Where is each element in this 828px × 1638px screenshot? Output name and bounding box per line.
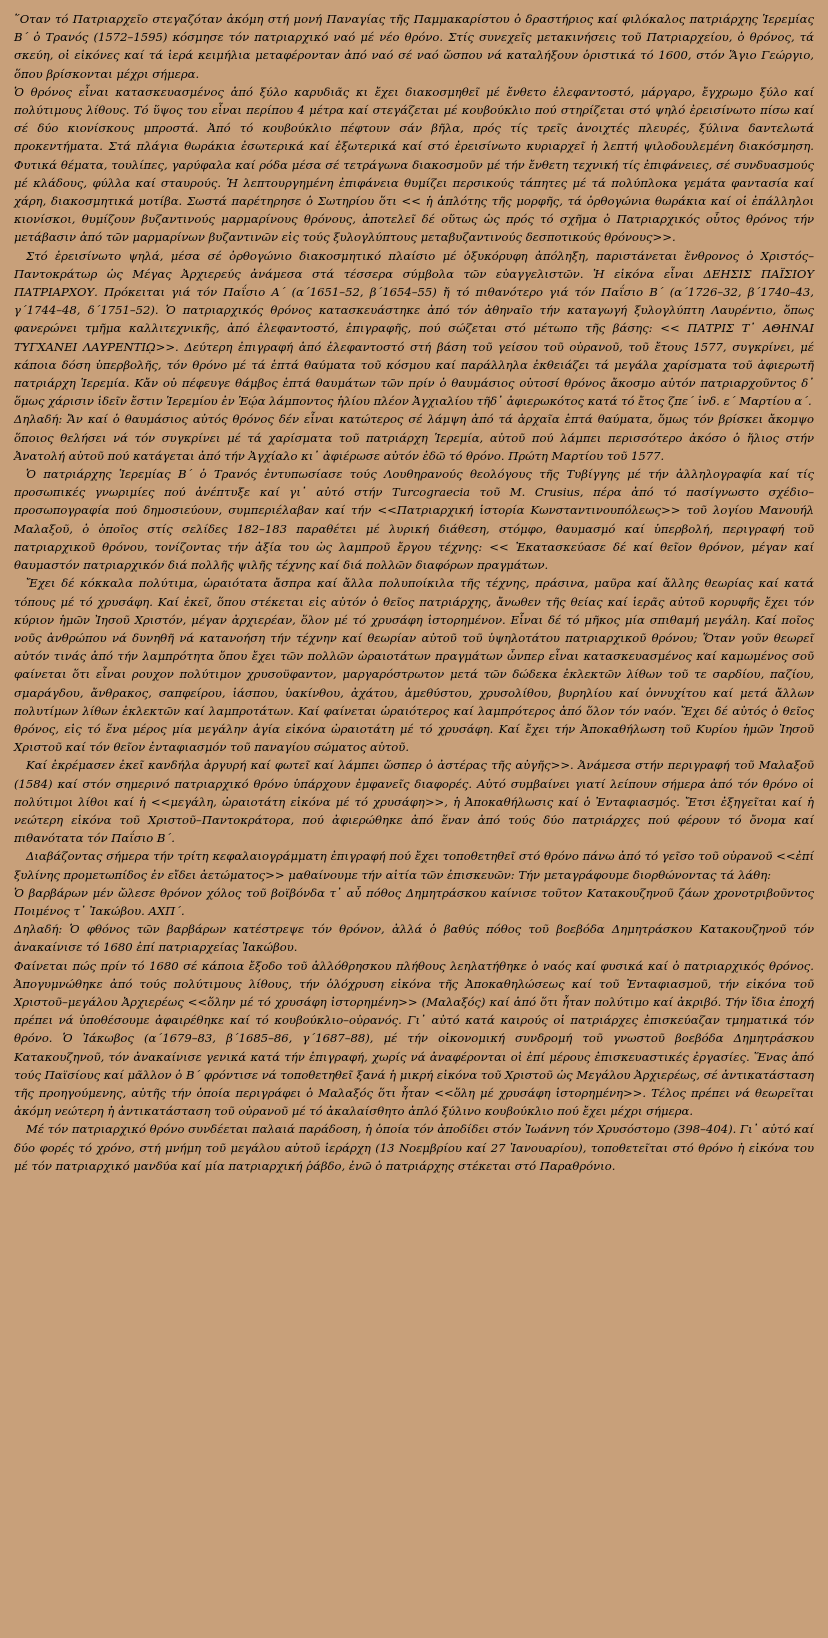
paragraph-8: Διαβάζοντας σήμερα τήν τρίτη κεφαλαιογράμματη ἐπιγραφή πού ἔχει τοποθετηθεῖ στό θρόνο πάνω ἀπό τό γεῖσο τοῦ οὐρανοῦ <<ἐπί ξυλίνης προμετωπίδος ἐν εἴδει ἀετώματος>> μαθαίνουμε τήν αἰτία τῶν ἐπισκευῶν: Τήν μεταγράφουμε διορθώνοντας τά λάθη: <box>14 849 814 882</box>
paragraph-11: Φαίνεται πώς πρίν τό 1680 σέ κάποια ἔξοδο τοῦ ἀλλόθρησκου πλήθους λεηλατήθηκε ὁ ναός καί φυσικά καί ὁ πατριαρχικός θρόνος. Ἀπογυμνώθηκε ἀπό τούς πολύτιμους λίθους, τήν ὁλόχρυση εἰκόνα τῆς Ἀποκαθηλώσεως καί τοῦ Ἐνταφιασμοῦ, τήν εἰκόνα τοῦ Χριστοῦ–μεγάλου Ἀρχιερέως <<ὅλην μέ τό χρυσάφη ἱστορημένη>> (Μαλαξός) καί ἀπό ὅτι ἦταν πολύτιμο καί ἀκριβό. Τήν ἴδια ἐποχή πρέπει νά ὑποθέσουμε ἀφαιρέθηκε καί τό κουβούκλιο–οὐρανός. Γι᾽ αὐτό κατά καιρούς οἱ πατριάρχες ἐπισκεύαζαν τμηματικά τόν θρόνο. Ὁ Ἰάκωβος (α΄1679–83, β΄1685–86, γ΄1687–88), μέ τήν οἰκονομική συνδρομή τοῦ γνωστοῦ βοεβόδα Δημητράσκου Κατακουζηνοῦ, τόν ἀνακαίνισε γενικά κατά τήν ἐπιγραφή, χωρίς νά ἀναφέρονται οἱ ἐπί μέρους ἐπισκευαστικές ἐργασίες. Ἕνας ἀπό τούς Παϊσίους καί μᾶλλον ὁ Β΄ φρόντισε νά τοποθετηθεῖ ξανά ἡ μικρή εἰκόνα τοῦ Χριστοῦ ὡς Μεγάλου Ἀρχιερέως, σέ ἀντικατάσταση τῆς προηγούμενης, αὐτῆς τήν ὁποία περιγράφει ὁ Μαλαξός ὅτι ἦταν <<ὅλη μέ χρυσάφη ἱστορημένη>>. Τέλος πρέπει νά θεωρεῖται ἀκόμη νεώτερη ἡ ἀντικατάσταση τοῦ οὐρανοῦ μέ τό ἀκαλαίσθητο ἁπλό ξύλινο κουβούκλιο πού ἔχει μέχρι σήμερα. <box>14 958 814 1119</box>
paragraph-10: Δηλαδή: Ὁ φθόνος τῶν βαρβάρων κατέστρεψε τόν θρόνον, ἀλλά ὁ βαθύς πόθος τοῦ βοεβόδα Δημητράσκου Κατακουζηνοῦ τόν ἀνακαίνισε τό 1680 ἐπί πατριαρχείας Ἰακώβου. <box>14 922 814 955</box>
paragraph-5: Ὁ πατριάρχης Ἱερεμίας Β΄ ὁ Τρανός ἐντυπωσίασε τούς Λουθηρανούς θεολόγους τῆς Τυβίγγης μέ τήν ἀλληλογραφία καί τίς προσωπικές γνωριμίες πού ἀνέπτυξε καί γι᾽ αὐτό στήν Turcograecia τοῦ M. Crusius, πέρα ἀπό τό πασίγνωστο σχέδιο–προσωπογραφία πού δημοσιεύουν, συμπεριέλαβαν καί τήν <<Πατριαρχική ἱστορία Κωνσταντινουπόλεως>> τοῦ λογίου Μανουήλ Μαλαξοῦ, ὁ ὁποῖος στίς σελίδες 182–183 παραθέτει μέ λυρική διάθεση, στόμφο, θαυμασμό καί ὑπερβολή, περιγραφή τοῦ πατριαρχικοῦ θρόνου, τονίζοντας τήν ἀξία του ὡς λαμπροῦ ἔργου τέχνης: << Ἐκατασκεύασε δέ καί θεῖον θρόνον, μέγαν καί θαυμαστόν πατριαρχικόν διά πολλῆς ψιλῆς τέχνης καί διά πολλῶν διαφόρων πραγμάτων. <box>14 467 814 573</box>
paragraph-4: Δηλαδή: Ἄν καί ὁ θαυμάσιος αὐτός θρόνος δέν εἶναι κατώτερος σέ λάμψη ἀπό τά ἀρχαῖα ἑπτά θαύματα, ὅμως τόν βρίσκει ἄκομψο ὅποιος θελήσει νά τόν συγκρίνει μέ τά χαρίσματα τοῦ πατριάρχη Ἱερεμία, αὐτοῦ πού λάμπει περισσότερο ἀκόσο ὁ ἥλιος στήν Ἀνατολή αὐτοῦ πού κατάγεται ἀπό τήν Ἀγχίαλο κι᾽ ἀφιέρωσε αὐτόν ἐδῶ τό θρόνο. Πρώτη Μαρτίου τοῦ 1577. <box>14 412 814 463</box>
paragraph-7: Καί ἐκρέμασεν ἐκεῖ κανδήλα ἀργυρή καί φωτεῖ καί λάμπει ὥσπερ ὁ ἀστέρας τῆς αὐγῆς>>. Ἀνάμεσα στήν περιγραφή τοῦ Μαλαξοῦ (1584) καί στόν σημερινό πατριαρχικό θρόνο ὑπάρχουν ἐμφανεῖς διαφορές. Αὐτό συμβαίνει γιατί λείπουν σήμερα ἀπό τόν θρόνο οἱ πολύτιμοι λίθοι καί ἡ <<μεγάλη, ὡραιοτάτη εἰκόνα μέ τό χρυσάφη>>, ἡ Ἀποκαθήλωσις καί ὁ Ἐνταφιασμός. Ἔτσι ἐξηγεῖται καί ἡ νεώτερη εἰκόνα τοῦ Χριστοῦ–Παντοκράτορα, πού ἀφιερώθηκε ἀπό ἕναν ἀπό τούς δύο πατριάρχες πού φέρουν τό ὄνομα καί πιθανότατα τόν Παΐσιο Β΄. <box>14 758 814 846</box>
paragraph-6: Ἔχει δέ κόκκαλα πολύτιμα, ὡραιότατα ἄσπρα καί ἄλλα πολυποίκιλα τῆς τέχνης, πράσινα, μαῦρα καί ἄλλης θεωρίας καί κατά τόπους μέ τό χρυσάφη. Καί ἐκεῖ, ὅπου στέκεται εἰς αὐτόν ὁ θεῖος πατριάρχης, ἄνωθεν τῆς θείας καί ἱερᾶς αὐτοῦ κορυφῆς ἔχει τόν κύριον ἡμῶν Ἰησοῦ Χριστόν, μέγαν ἀρχιερέαν, ὅλον μέ τό χρυσάφη ἱστορημένον. Εἶναι δέ τό μῆκος μία σπιθαμή μεγάλη. Καί ποῖος νοῦς ἀνθρώπου νά δυνηθῆ νά κατανοήση τήν τέχνην καί θεωρίαν αὐτοῦ τοῦ ὑψηλοτάτου πατριαρχικοῦ θρόνου; Ὅταν γοῦν θεωρεῖ αὐτόν τινάς ἀπό τήν λαμπρότητα ὅπου ἔχει τῶν πολλῶν ὡραιοτάτων πραγμάτων ὧνπερ εἶναι κατασκευασμένος καί καμωμένος σοῦ φαίνεται ὅτι εἶναι ρουχον πολύτιμον χρυσοϋφαντον, μαργαρόστρωτον μετά τῶν δώδεκα ἐκλεκτῶν λίθων τοῦ τε σαρδίου, παζίου, σμαράγδου, ἄνθρακος, σαπφείρου, ἰάσπου, ὑακίνθου, ἀχάτου, ἀμεθύστου, χρυσολίθου, βυρηλίου καί ὀννυχίτου καί μετά ἄλλων πολυτίμων λίθων ἐκλεκτῶν καί λαμπροτάτων. Καί φαίνεται ὡραιότερος καί λαμπρότερος ἀπό ὅλον τόν ναόν. Ἔχει δέ αὐτός ὁ θεῖος θρόνος, εἰς τό ἕνα μέρος μία μεγάλην ἁγία εἰκόνα ὡραιοτάτη μέ τό χρυσάφη. Καί ἔχει τήν Ἀποκαθήλωση τοῦ Κυρίου ἡμῶν Ἰησοῦ Χριστοῦ καί τόν θεῖον ἐνταφιασμόν τοῦ παναγίου σώματος αὐτοῦ. <box>14 576 814 755</box>
paragraph-2: Ὁ θρόνος εἶναι κατασκευασμένος ἀπό ξύλο καρυδιᾶς κι ἔχει διακοσμηθεῖ μέ ἔνθετο ἐλεφαντοστό, μάργαρο, ἔγχρωμο ξύλο καί πολύτιμους λίθους. Τό ὕψος του εἶναι περίπου 4 μέτρα καί στεγάζεται μέ κουβούκλιο πού στηρίζεται στό ψηλό ἐρεισίνωτο πίσω καί σέ δύο κιονίσκους μπροστά. Ἀπό τό κουβούκλιο πέφτουν σάν βῆλα, πρός τίς τρεῖς ἀνοιχτές πλευρές, ξύλινα δαντελωτά προκεντήματα. Στά πλάγια θωράκια ἐσωτερικά καί ἐξωτερικά καί στό ἐρεισίνωτο κυριαρχεῖ ἡ λεπτή ψιλοδουλεμένη διακόσμηση. Φυτικά θέματα, τουλίπες, γαρύφαλα καί ρόδα μέσα σέ τετράγωνα διακοσμοῦν μέ τήν ἔνθετη τεχνική τίς ἐπιφάνειες, σέ συνδυασμούς μέ κλάδους, φύλλα καί σταυρούς. Ἡ λεπτουργημένη ἐπιφάνεια θυμίζει περσικούς τάπητες μέ τά πολύπλοκα γεμάτα φαντασία καί χάρη, διακοσμητικά μοτίβα. Σωστά παρέτηρησε ὁ Σωτηρίου ὅτι << ἡ ἁπλότης τῆς μορφῆς, τά ὀρθογώνια θωράκια καί οἱ ἐπάλληλοι κιονίσκοι, θυμίζουν βυζαντινούς μαρμαρίνους θρόνους, ἀποτελεῖ δέ οὕτως ὡς πρός τό σχῆμα ὁ Πατριαρχικός οὗτος θρόνος τήν μετάβασιν ἀπό τῶν μαρμαρίνων βυζαντινῶν εἰς τούς ξυλογλύπτους μεταβυζαντινούς δεσποτικούς θρόνους>>. <box>14 84 814 245</box>
paragraph-3: Στό ἐρεισίνωτο ψηλά, μέσα σέ ὀρθογώνιο διακοσμητικό πλαίσιο μέ ὀξυκόρυφη ἀπόληξη, παριστάνεται ἔνθρονος ὁ Χριστός–Παντοκράτωρ ὡς Μέγας Ἀρχιερεύς ἀνάμεσα στά τέσσερα σύμβολα τῶν εὐαγγελιστῶν. Ἡ εἰκόνα εἶναι ΔΕΗΣΙΣ ΠΑΪΣΙΟΥ ΠΑΤΡΙΑΡΧΟΥ. Πρόκειται γιά τόν Παΐσιο Α΄ (α΄1651–52, β΄1654–55) ἤ τό πιθανότερο γιά τόν Παΐσιο Β΄ (α΄1726–32, β΄1740–43, γ΄1744–48, δ΄1751–52). Ὁ πατριαρχικός θρόνος κατασκευάστηκε ἀπό τόν ἀθηναῖο τήν καταγωγή ξυλογλύπτη Λαυρέντιο, ὅπως φανερώνει τμῆμα καλλιτεχνικῆς, ἀπό ἐλεφαντοστό, ἐπιγραφῆς, πού σώζεται στό μέτωπο τῆς βάσης: << ΠΑΤΡΙΣ Τ᾽ ΑΘΗΝΑΙ ΤΥΓΧΑΝΕΙ ΛΑΥΡΕΝΤΙῼ>>. Δεύτερη ἐπιγραφή ἀπό ἐλεφαντοστό στή βάση τοῦ γείσου τοῦ οὐρανοῦ, τοῦ ἔτους 1577, συγκρίνει, μέ κάποια δόση ὑπερβολῆς, τόν θρόνο μέ τά ἑπτά θαύματα τοῦ κόσμου καί παράλληλα ἐκθειάζει τά μεγάλα χαρίσματα τοῦ ἀφιερωτῆ πατριάρχη Ἱερεμία. Κἄν οὐ πέφευγε θάμβος ἑπτά θαυμάτων τῶν πρίν ὁ θαυμάσιος οὑτοσί θρόνος ἄκοσμο αὐτόν πατριαρχοῦντος δ᾽ ὅμως χάρισιν ἰδεῖν ἔστιν Ἱερεμίου ἐν Ἑῴα λάμποντος ἡλίου πλέον Ἀγχιαλίου τῆδ᾽ ἀφιερωκότος κατά τό ἔτος ζπε΄ ἰνδ. ε΄ Μαρτίου α΄. <box>14 248 814 409</box>
paragraph-1: ῞Οταν τό Πατριαρχεῖο στεγαζόταν ἀκόμη στή μονή Παναγίας τῆς Παμμακαρίστου ὁ δραστήριος καί φιλόκαλος πατριάρχης Ἱερεμίας Β΄ ὁ Τρανός (1572–1595) κόσμησε τόν πατριαρχικό ναό μέ νέο θρόνο. Στίς συνεχεῖς μετακινήσεις τοῦ Πατριαρχείου, ὁ θρόνος, τά σκεύη, οἱ εἰκόνες καί τά ἱερά κειμήλια μεταφέρονταν ἀπό ναό σέ ναό ὥσπου νά καταλήξουν ὁριστικά τό 1600, στόν Ἅγιο Γεώργιο, ὅπου βρίσκονται μέχρι σήμερα. <box>14 12 814 81</box>
paragraph-12: Μέ τόν πατριαρχικό θρόνο συνδέεται παλαιά παράδοση, ἡ ὁποία τόν ἀποδίδει στόν Ἰωάννη τόν Χρυσόστομο (398–404). Γι᾽ αὐτό καί δύο φορές τό χρόνο, στή μνήμη τοῦ μεγάλου αὐτοῦ ἱεράρχη (13 Νοεμβρίου καί 27 Ἰανουαρίου), τοποθετεῖται στό θρόνο ἡ εἰκόνα του μέ τόν πατριαρχικό μανδύα καί μία πατριαρχική ῥάβδο, ἐνῶ ὁ πατριάρχης στέκεται στό Παραθρόνιο. <box>14 1122 814 1173</box>
inscription-text: Ὁ βαρβάρων μέν ὤλεσε θρόνον χόλος τοῦ βοϊβόνδα τ᾽ αὖ πόθος Δημητράσκου καίνισε τοῦτον Κατακουζηνοῦ ζάων χρονοτριβοῦντος Ποιμένος τ᾽ Ἰακώβου. ΑΧΠ΄. <box>14 885 814 918</box>
